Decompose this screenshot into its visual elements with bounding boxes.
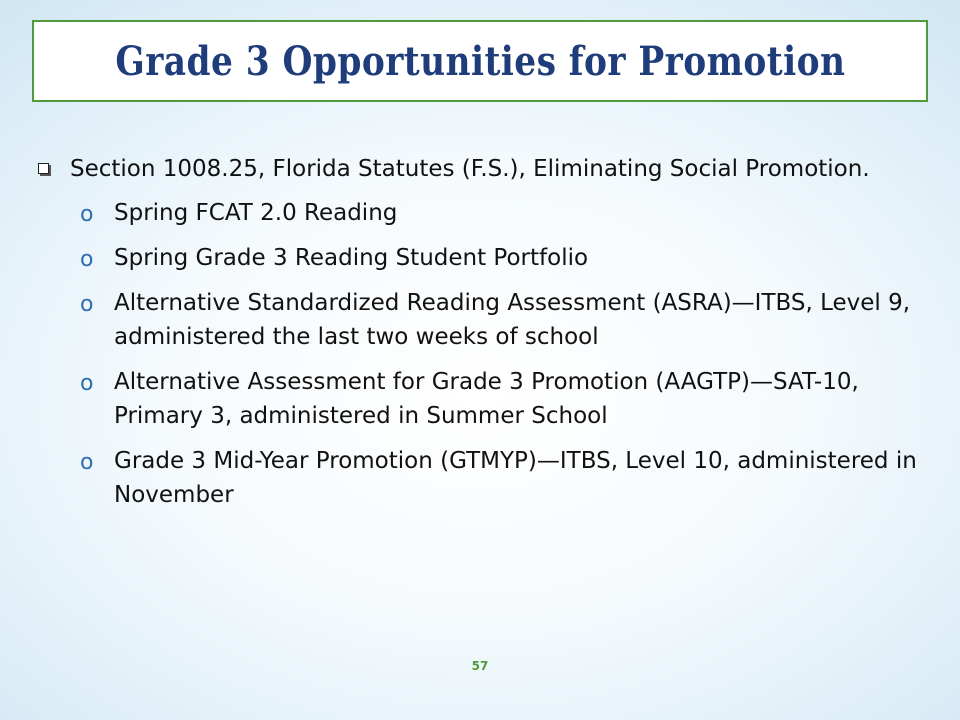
page-number: 57 [471, 659, 489, 673]
title-box [32, 20, 928, 102]
square-checkbox-bullet-icon [38, 163, 49, 174]
sub-bullet-item [36, 444, 936, 512]
circle-bullet-icon: o [80, 247, 94, 272]
sub-bullet-text: Grade 3 Mid-Year Promotion (GTMYP)—ITBS, Level 10, administered in November [114, 448, 917, 508]
sub-bullet-text: Alternative Assessment for Grade 3 Promotion (AAGTP)—SAT-10, Primary 3, administered in Summer School [114, 369, 859, 429]
main-bullet-text: Section 1008.25, Florida Statutes (F.S.), Eliminating Social Promotion. [70, 156, 870, 182]
sub-bullet-text: Alternative Standardized Reading Assessment (ASRA)—ITBS, Level 9, administered the last two weeks of school [114, 290, 911, 350]
sub-bullet-list [36, 196, 936, 512]
sub-bullet-item [36, 365, 936, 433]
main-bullet-item [36, 152, 936, 186]
sub-bullet-item [36, 196, 936, 230]
sub-bullet-item [36, 241, 936, 275]
circle-bullet-icon: o [80, 202, 94, 227]
slide-title: Grade 3 Opportunities for Promotion [114, 37, 846, 85]
sub-bullet-text: Spring Grade 3 Reading Student Portfolio [114, 245, 589, 271]
circle-bullet-icon: o [80, 371, 94, 396]
circle-bullet-icon: o [80, 450, 94, 475]
slide-content [36, 152, 936, 523]
sub-bullet-item [36, 286, 936, 354]
circle-bullet-icon: o [80, 292, 94, 317]
sub-bullet-text: Spring FCAT 2.0 Reading [114, 200, 398, 226]
